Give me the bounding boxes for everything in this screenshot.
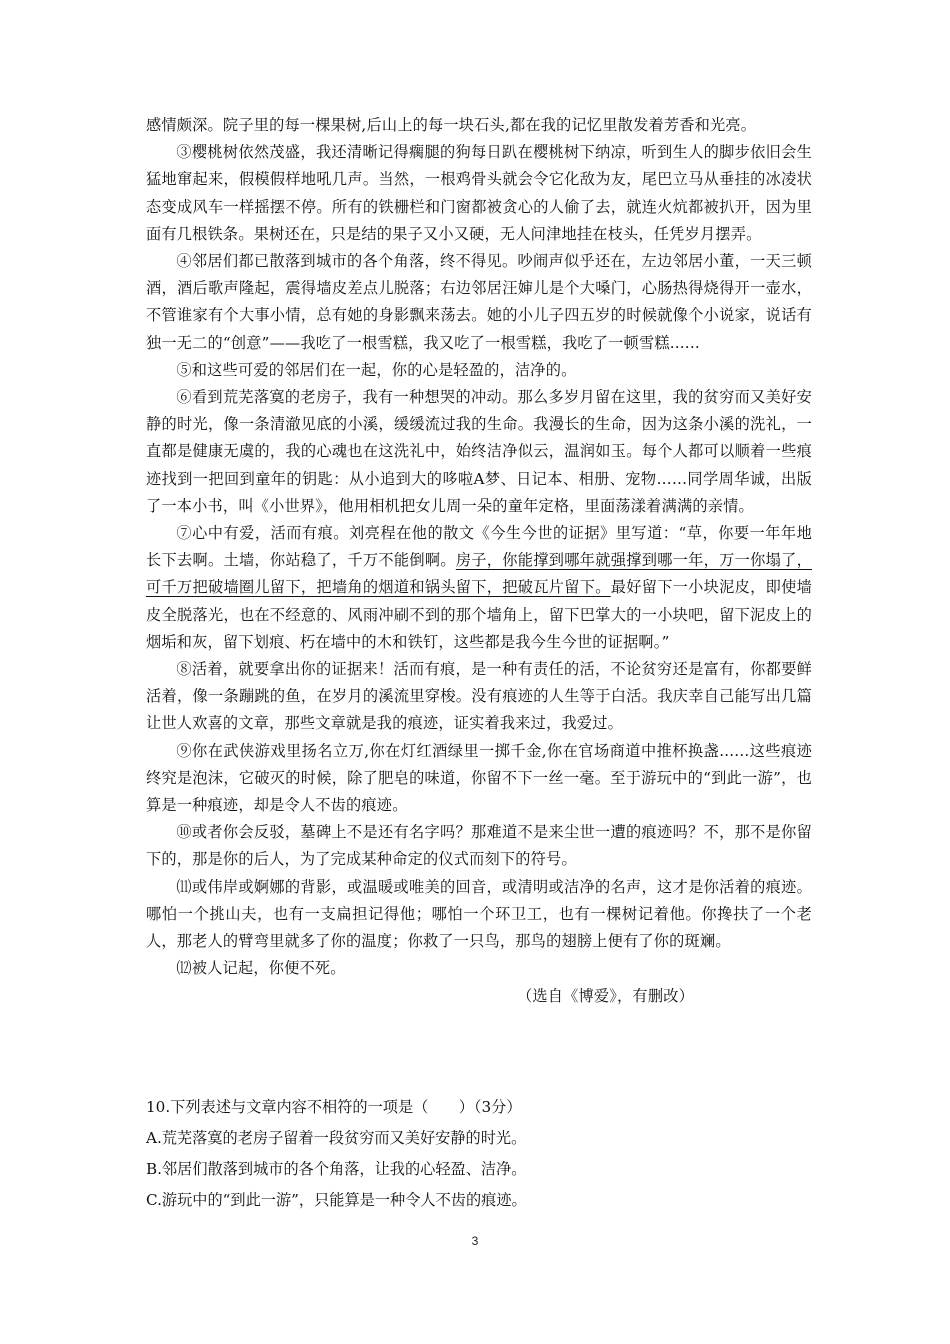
paragraph-10: ⑩或者你会反驳，墓碑上不是还有名字吗？那难道不是来尘世一遭的痕迹吗？不，那不是你留下的，那是你的后人，为了完成某种命定的仪式而刻下的符号。 (146, 823, 812, 869)
paragraph-continued: 感情颇深。院子里的每一棵果树,后山上的每一块石头,都在我的记忆里散发着芳香和光亮。 (146, 116, 757, 134)
option-c: C.游玩中的“到此一游”，只能算是一种令人不齿的痕迹。 (146, 1191, 527, 1209)
page-number: 3 (471, 1234, 479, 1248)
option-b: B.邻居们散落到城市的各个角落，让我的心轻盈、洁净。 (146, 1160, 527, 1178)
question-10 (146, 1092, 812, 1216)
paragraph-12: ⑿被人记起，你便不死。 (176, 959, 346, 978)
option-a: A.荒芜落寞的老房子留着一段贫穷而又美好安静的时光。 (146, 1129, 527, 1147)
paragraph-4: ④邻居们都已散落到城市的各个角落，终不得见。吵闹声似乎还在，左边邻居小董，一天三顿酒，酒后歌声隆起，震得墙皮差点儿脱落；右边邻居汪婶儿是个大嗓门，心肠热得烧得开一壶水，不管谁家有个大事小情，总有她的身影飘来荡去。她的小儿子四五岁的时候就像个小说家，说话有独一无二的“创意”——我吃了一根雪糕，我又吃了一根雪糕，我吃了一顿雪糕...... (146, 252, 812, 352)
article-body (146, 112, 812, 1010)
paragraph-7-part-1: ⑦心中有爱，活而有痕。刘亮程在他的散文《今生今世的证据》里写道：“草，你要一年年地长下去啊。土墙，你站稳了，千万不能倒啊。 (146, 524, 812, 570)
paragraph-5: ⑤和这些可爱的邻居们在一起，你的心是轻盈的，洁净的。 (176, 360, 577, 379)
paragraph-6: ⑥看到荒芜落寞的老房子，我有一种想哭的冲动。那么多岁月留在这里，我的贫穷而又美好安静的时光，像一条清澈见底的小溪，缓缓流过我的生命。我漫长的生命，因为这条小溪的洗礼，一直都是健康无虞的，我的心魂也在这洗礼中，始终洁净似云，温润如玉。每个人都可以顺着一些痕迹找到一把回到童年的钥匙：从小追到大的哆啦A梦、日记本、相册、宠物……同学周华诚，出版了一本小书，叫《小世界》，他用相机把女儿周一朵的童年定格，里面荡漾着满满的亲情。 (146, 388, 812, 515)
paragraph-11: ⑾或伟岸或婀娜的背影，或温暖或唯美的回音，或清明或洁净的名声，这才是你活着的痕迹。哪怕一个挑山夫，也有一支扁担记得他；哪怕一个环卫工，也有一棵树记着他。你搀扶了一个老人，那老人的臂弯里就多了你的温度；你救了一只鸟，那鸟的翅膀上便有了你的斑斓。 (146, 877, 812, 951)
question-stem: 10.下列表述与文章内容不相符的一项是（ ）（3分） (146, 1098, 522, 1116)
paragraph-7-underlined: 房子，你能撑到哪年就强撑到哪一年，万一你塌了，可千万把破墙圈儿留下，把墙角的烟道和锅头留下，把破瓦片留下。 (146, 551, 812, 597)
paragraph-7 (146, 520, 812, 656)
paragraph-9: ⑨你在武侠游戏里扬名立万,你在灯红酒绿里一掷千金,你在官场商道中推杯换盏......这些痕迹终究是泡沫，它破灭的时候，除了肥皂的味道，你留不下一丝一毫。至于游玩中的“到此一游”，也算是一种痕迹，却是令人不齿的痕迹。 (146, 741, 812, 815)
paragraph-3: ③樱桃树依然茂盛，我还清晰记得瘸腿的狗每日趴在樱桃树下纳凉，听到生人的脚步依旧会生猛地窜起来，假模假样地吼几声。当然，一根鸡骨头就会令它化敌为友，尾巴立马从垂挂的冰凌状态变成风车一样摇摆不停。所有的铁栅栏和门窗都被贪心的人偷了去，就连火炕都被扒开，因为里面有几根铁条。果树还在，只是结的果子又小又硬，无人问津地挂在枝头，任凭岁月摆弄。 (146, 143, 812, 243)
paragraph-8: ⑧活着，就要拿出你的证据来！活而有痕，是一种有责任的活，不论贫穷还是富有，你都要鲜活着，像一条蹦跳的鱼，在岁月的溪流里穿梭。没有痕迹的人生等于白活。我庆幸自己能写出几篇让世人欢喜的文章，那些文章就是我的痕迹，证实着我来过，我爱过。 (146, 660, 812, 733)
paragraph-7-part-2: 最好留下一小块泥皮，即使墙皮全脱落光，也在不经意的、风雨冲刷不到的那个墙角上，留下巴掌大的一小块吧，留下泥皮上的烟垢和灰，留下划痕、朽在墙中的木和铁钉，这些都是我今生今世的证据啊。” (146, 578, 812, 651)
article-source: （选自《博爱》，有删改） (516, 986, 694, 1005)
